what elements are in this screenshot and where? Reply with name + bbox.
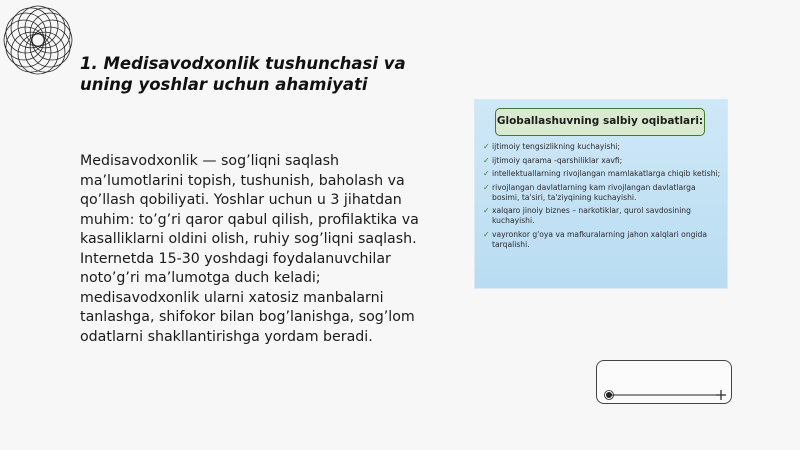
checkmark-icon: ✓ bbox=[483, 182, 490, 192]
infographic-item-text: ijtimoiy qarama -qarshiliklar xavfi; bbox=[492, 155, 623, 165]
infographic-list bbox=[483, 142, 721, 253]
infographic-item-text: vayronkor g'oya va mafkuralarning jahon xalqlari ongida tarqalishi. bbox=[492, 229, 708, 249]
infographic-item bbox=[483, 230, 721, 250]
body-paragraph: Medisavodxonlik — sog’liqni saqlash ma’lumotlarini topish, tushunish, baholash va qo’llash qobiliyati. Yoshlar uchun u 3 jihatdan muhim: to’g’ri qaror qabul qilish, profilaktika va kasalliklarni oldini olish, ruhiy sog’liqni saqlash. Internetda 15-30 yoshdagi foydalanuvchilar noto’g’ri ma’lumotga duch keladi; medisavodxonlik ularni xatosiz manbalarni tanlashga, shifokor bilan bog’lanishga, sog’lom odatlarni shakllantirishga yordam beradi. bbox=[80, 153, 419, 345]
infographic-item bbox=[483, 206, 721, 226]
checkmark-icon: ✓ bbox=[483, 169, 490, 178]
infographic-item bbox=[483, 156, 721, 166]
spirograph-ornament-icon bbox=[0, 0, 76, 90]
record-dot-icon[interactable] bbox=[606, 392, 612, 398]
title-line-2: uning yoshlar uchun ahamiyati bbox=[80, 75, 368, 94]
checkmark-icon: ✓ bbox=[483, 206, 490, 215]
infographic-image bbox=[474, 99, 728, 289]
infographic-item bbox=[483, 169, 721, 179]
slide-title bbox=[80, 53, 440, 95]
plus-icon[interactable] bbox=[716, 390, 726, 400]
infographic-item-text: xalqaro jinoiy biznes – narkotiklar, qurol savdosining kuchayishi. bbox=[492, 206, 691, 225]
infographic-item-text: intellektuallarning rivojlangan mamlakatlarga chiqib ketishi; bbox=[492, 169, 721, 178]
checkmark-icon: ✓ bbox=[483, 142, 490, 151]
checkmark-icon: ✓ bbox=[483, 229, 490, 239]
media-slider[interactable] bbox=[596, 360, 732, 404]
title-line-1: 1. Medisavodxonlik tushunchasi va bbox=[80, 54, 406, 73]
infographic-item bbox=[483, 142, 721, 152]
infographic-item-text: rivojlangan davlatlarning kam rivojlangan davlatlarga bosimi, ta'siri, ta'ziyqining kuchayishi. bbox=[492, 182, 696, 202]
infographic-item-text: ijtimoiy tengsizlikning kuchayishi; bbox=[492, 142, 620, 151]
infographic-item bbox=[483, 183, 721, 203]
infographic-heading: Globallashuvning salbiy oqibatlari: bbox=[495, 108, 705, 136]
checkmark-icon: ✓ bbox=[483, 155, 490, 165]
